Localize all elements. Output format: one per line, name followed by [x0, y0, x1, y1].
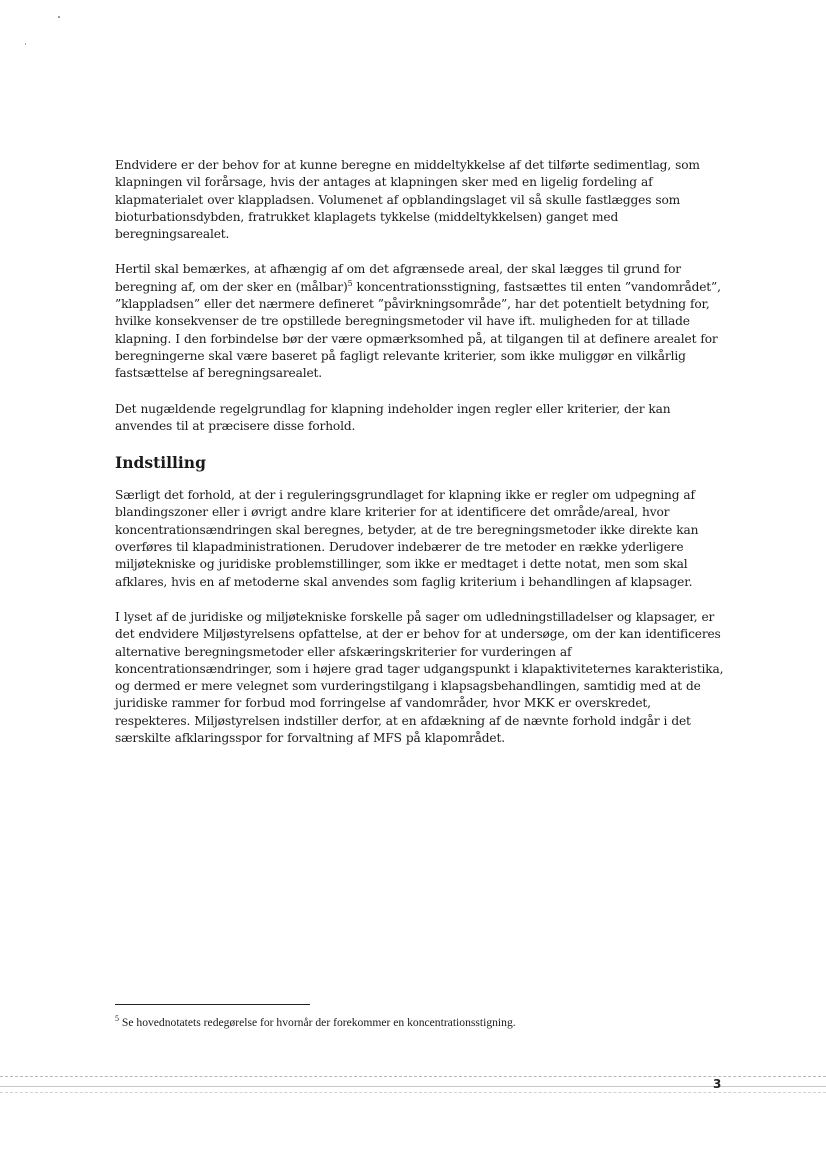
scan-artifact [58, 16, 60, 18]
page-number: 3 [713, 1077, 722, 1091]
paragraph-mixing-zones: Særligt det forhold, at der i reguleringsgrundlaget for klapning ikke er regler om udpegning af blandingszoner eller i øvrigt andre klare kriterier for at identificere det område/areal, hvor koncentrationsændringen skal beregnes, betyder, at de tre beregningsmetoder ikke direkte kan overføres til klapadministrationen. Derudover indebærer de tre metoder en række yderligere miljøtekniske og juridiske problemstillinger, som ikke er medtaget i dette notat, men som skal afklares, hvis en af metoderne skal anvendes som faglig kriterium i behandlingen af klapsager. [115, 488, 699, 589]
section-heading-indstilling: Indstilling [115, 453, 206, 473]
paragraph-recommendation: I lyset af de juridiske og miljøtekniske forskelle på sager om udledningstilladelser og klapsager, er det endvidere Miljøstyrelsens opfattelse, at der er behov for at undersøge, om der kan identificeres alternative beregningsmetoder eller afskæringskriterier for vurderingen af koncentrationsændringer, som i højere grad tager udgangspunkt i klapaktiviteternes karakteristika, og dermed er mere velegnet som vurderingstilgang i klapsagsbehandlingen, samtidig med at de juridiske rammer for forbud mod forringelse af vandområder, hvor MKK er overskredet, respekteres. Miljøstyrelsen indstiller derfor, at en afdækning af de nævnte forhold indgår i det særskilte afklaringsspor for forvaltning af MFS på klapområdet. [115, 609, 724, 746]
footer-rule [0, 1076, 826, 1077]
footnote [115, 1015, 735, 1030]
footer-rule [0, 1092, 826, 1093]
footnote-number: 5 [115, 1014, 119, 1024]
footnote-divider [115, 1004, 310, 1005]
scan-artifact [25, 43, 26, 45]
footnote-text: Se hovednotatets redegørelse for hvornår der forekommer en koncentrationsstigning. [119, 1016, 516, 1029]
footer-rule [0, 1086, 826, 1087]
paragraph-regulatory-basis: Det nugældende regelgrundlag for klapning indeholder ingen regler eller kriterier, der kan anvendes til at præcisere disse forhold. [115, 401, 671, 433]
document-body [115, 157, 725, 765]
paragraph-sediment-thickness: Endvidere er der behov for at kunne beregne en middeltykkelse af det tilførte sedimentlag, som klapningen vil forårsage, hvis der antages at klapningen sker med en ligelig fordeling af klapmaterialet over klappladsen. Volumenet af opblandingslaget vil så skulle fastlægges som bioturbationsdybden, fratrukket klaplagets tykkelse (middeltykkelsen) ganget med beregningsarealet. [115, 158, 700, 242]
paragraph-area-definition [115, 261, 725, 382]
paragraph-text: koncentrationsstigning, fastsættes til enten ”vandområdet”, ”klappladsen” eller det nærmere defineret ”påvirkningsområde”, har det potentielt betydning for, hvilke konsekvenser de tre opstillede beregningsmetoder vil have ift. muligheden for at tillade klapning. I den forbindelse bør der være opmærksomhed på, at tilgangen til at definere arealet for beregningerne skal være baseret på fagligt relevante kriterier, som ikke muliggør en vilkårlig fastsættelse af beregningsarealet. [115, 279, 721, 381]
footnote-reference: 5 [347, 278, 353, 288]
paragraph-text: Hertil skal bemærkes, at afhængig af om det afgrænsede areal, der skal lægges til grund for beregning af, om der sker en (målbar) [115, 262, 681, 294]
